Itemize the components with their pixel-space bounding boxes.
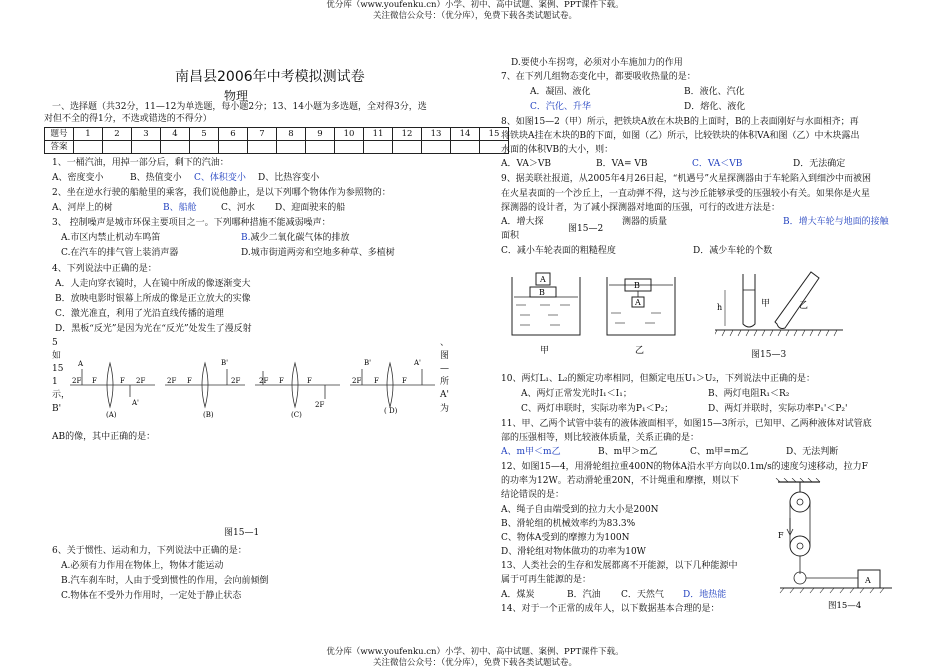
lens-b-label-f: F (187, 377, 192, 385)
q9-option-b-cont: 面积 (501, 231, 520, 241)
q4-option-a: A．人走向穿衣镜时，人在镜中所成的像逐渐变大 (55, 279, 251, 289)
table-cell: 11 (364, 128, 393, 141)
table-cell: 9 (306, 128, 335, 141)
table-cell: 1 (74, 128, 103, 141)
lens-d-label-f2: F (402, 377, 407, 385)
q1-stem: 1、一桶汽油，用掉一部分后，剩下的汽油： (52, 158, 229, 168)
table-cell: 3 (132, 128, 161, 141)
table-label-answer: 答案 (45, 141, 74, 154)
q3-option-d: D.城市街道两旁和空地多种草、多植树 (241, 248, 395, 258)
table-cell: 13 (422, 128, 451, 141)
q8-option-a: A．VA＞VB (501, 159, 552, 169)
table-cell: 2 (103, 128, 132, 141)
q6-stem: 6、关于惯性、运动和力，下列说法中正确的是： (52, 546, 247, 556)
beaker-yi-label-b: B (634, 281, 640, 290)
figure-15-3-yi: 乙 (799, 301, 809, 311)
q12-option-c: C、物体A受到的摩擦力为100N (501, 533, 630, 543)
lens-a-label-f: F (92, 377, 97, 385)
q6-option-b: B.汽车刹车时，人由于受到惯性的作用，会向前倾倒 (61, 576, 269, 586)
q9-line3: 探测器的设计者，为了减小探测器对地面的压强，可行的改进方法是： (501, 203, 781, 213)
subject-title: 物理 (224, 89, 249, 103)
q2-option-c: C、河水 (221, 203, 255, 213)
q7-option-b: B．液化、汽化 (684, 87, 745, 97)
q10-option-c: C、两灯串联时，实际功率为P₁＜P₂； (521, 404, 674, 414)
answer-cell[interactable] (74, 141, 103, 154)
beaker-yi (607, 277, 675, 356)
beaker-yi-caption: 乙 (635, 346, 645, 356)
table-cell: 5 (190, 128, 219, 141)
lens-a-label-ap: A' (132, 399, 139, 407)
q5-1: 1 (52, 377, 58, 387)
q11-option-d: D、无法判断 (786, 447, 839, 457)
q13-option-a: A．煤炭 (501, 590, 535, 600)
answer-cell[interactable] (132, 141, 161, 154)
lens-b-label-bp: B' (221, 359, 229, 367)
footer-line1: 优分库（www.youfenku.cn）小学、初中、高中试题、案例、PPT课件下载。 (326, 647, 624, 657)
q1-option-d: D、比热容变小 (258, 173, 320, 183)
beaker-yi-label-a: A (635, 298, 641, 307)
q9-option-b: B．增大车轮与地面的接触 (783, 217, 889, 227)
q5-bp: B' (52, 404, 62, 414)
q4-option-d: D．黑板“反光”是因为光在“反光”处发生了漫反射 (55, 324, 252, 334)
q1-option-b: B、热值变小 (130, 173, 182, 183)
lens-d-label-f: F (374, 377, 379, 385)
q2-option-b: B、船舱 (163, 203, 197, 213)
q12-line3: 结论错误的是： (501, 490, 565, 500)
lens-a-caption: (A) (106, 411, 117, 419)
lens-d-label-2f: 2F (352, 377, 362, 385)
answer-cell[interactable] (161, 141, 190, 154)
q3-stem: 3、 控制噪声是城市环保主要项目之一。下列哪种措施不能减弱噪声： (52, 218, 331, 228)
lens-b-label-2f: 2F (167, 377, 177, 385)
answer-table-answer-row (45, 141, 509, 154)
q7-option-d: D．熔化、液化 (684, 102, 746, 112)
q9-line2: 在火星表面的一个沙丘上，一直动弹不得，这与沙丘能够承受的压强较小有关。如果你是火星 (501, 189, 871, 199)
beaker-jia-label-a: A (540, 275, 546, 284)
answer-cell[interactable] (219, 141, 248, 154)
q12-option-a: A、绳子自由端受到的拉力大小是200N (501, 505, 659, 515)
footer-line2: 关注微信公众号：（优分库），免费下载各类试题试卷。 (372, 657, 577, 668)
table-label-number: 题号 (45, 128, 74, 141)
q9-option-a-cont: 测器的质量 (622, 217, 668, 227)
q2-option-a: A、河岸上的树 (52, 203, 113, 213)
lens-a-label-2f2: 2F (136, 377, 146, 385)
q13-line1: 13、人类社会的生存和发展都离不开能源，以下几种能源中 (501, 561, 738, 571)
table-cell: 14 (451, 128, 480, 141)
beaker-jia-label-b: B (539, 288, 545, 297)
q5-suo: 所 (440, 377, 450, 387)
q5-ap: A' (440, 390, 449, 400)
figure-15-1-caption: 图15—1 (224, 528, 260, 538)
table-cell: 12 (393, 128, 422, 141)
q7-option-a: A．凝固、液化 (530, 87, 591, 97)
q2-option-d: D、迎面驶来的船 (275, 203, 346, 213)
q10-option-a: A、两灯正常发光时I₁＜I₁； (521, 389, 632, 399)
lens-diagrams (70, 355, 435, 420)
q12-line2: 的功率为12W。若动滑轮重20N，不计绳重和摩擦，则以下 (501, 476, 740, 486)
q11-option-a: A、m甲＜m乙 (501, 447, 561, 457)
q5-15: 15 (52, 364, 64, 374)
q5-tu: 图 (440, 351, 450, 361)
header-line2: 关注微信公众号：（优分库），免费下载各类试题试卷。 (372, 10, 577, 21)
q8-option-d: D．无法确定 (793, 159, 846, 169)
q5-dun: 、 (440, 338, 450, 348)
figure-15-2-caption: 图15—2 (568, 224, 604, 234)
q10-option-b: B、两灯电阻R₁＜R₂ (708, 389, 790, 399)
q9-option-c: C．减小车轮表面的粗糙程度 (501, 246, 616, 256)
q5-stem-end: AB的像，其中正确的是： (52, 432, 156, 442)
lens-b-label-2f2: 2F (231, 377, 241, 385)
q8-line2: 将铁块A挂在木块的B的下面，如图（乙）所示，比较铁块的体积VA和图（乙）中木块露出 (501, 131, 860, 141)
lens-diagram-c (255, 363, 340, 419)
lens-a-label-a: A (78, 360, 84, 368)
lens-d-label-bp: B' (364, 359, 372, 367)
q13-option-d: D．地热能 (683, 590, 727, 600)
q13-option-c: C．天然气 (621, 590, 664, 600)
q9-option-d: D．减少车轮的个数 (693, 246, 773, 256)
lens-a-label-2f: 2F (72, 377, 82, 385)
answer-cell[interactable] (103, 141, 132, 154)
q8-option-b: B．VA= VB (596, 159, 648, 169)
q13-line2: 属于可再生能源的是： (501, 575, 592, 585)
answer-cell[interactable] (393, 141, 422, 154)
q3-option-b: B.减少二氧化碳气体的排放 (241, 233, 350, 243)
lens-a-label-f2: F (120, 377, 125, 385)
figure-15-3-jia: 甲 (761, 299, 771, 309)
lens-c-label-f2: F (307, 377, 312, 385)
beaker-jia-caption: 甲 (540, 346, 550, 356)
lens-diagram-b (165, 359, 245, 419)
q11-option-b: B、m甲＞m乙 (598, 447, 658, 457)
q14-stem: 14、对于一个正常的成年人，以下数据基本合理的是： (501, 604, 720, 614)
q5-num: 5 (52, 338, 58, 348)
figure-15-3-caption: 图15—3 (751, 350, 787, 360)
answer-cell[interactable] (277, 141, 306, 154)
q2-stem: 2、坐在逆水行驶的船舱里的乘客，我们说他静止，是以下列哪个物体作为参照物的： (52, 188, 391, 198)
q9-line1: 9、据美联社报道，从2005年4月26日起，“机遇号”火星探测器由于车轮陷入到细沙中而被困 (501, 174, 872, 184)
figure-15-4-caption: 图15—4 (828, 601, 862, 610)
q4-stem: 4、下列说法中正确的是： (52, 264, 157, 274)
answer-cell[interactable] (190, 141, 219, 154)
q5-shi: 示， (52, 390, 71, 400)
q7-option-c: C．汽化、升华 (530, 102, 591, 112)
answer-cell[interactable] (248, 141, 277, 154)
lens-d-caption: ( D) (384, 407, 398, 415)
lens-b-caption: (B) (203, 411, 214, 419)
q5-wei: 为 (440, 404, 450, 414)
answer-cell[interactable] (364, 141, 393, 154)
table-cell: 7 (248, 128, 277, 141)
figure-15-3-h: h (717, 303, 723, 312)
q6-option-d: D.要使小车拐弯，必须对小车施加力的作用 (511, 58, 683, 68)
table-cell: 15 (480, 128, 509, 141)
q4-option-c: C．激光准直，利用了光沿直线传播的道理 (55, 309, 224, 319)
table-cell: 10 (335, 128, 364, 141)
table-cell: 8 (277, 128, 306, 141)
lens-c-caption: (C) (291, 411, 302, 419)
answer-cell[interactable] (422, 141, 451, 154)
q7-stem: 7、在下列几组物态变化中，都要吸收热量的是： (501, 72, 696, 82)
section-intro-2: 对但不全的得1分，不选或错选的不得分） (44, 114, 212, 124)
lens-c-label-2f: 2F (259, 377, 269, 385)
q10-stem: 10、两灯L₁、L₂的额定功率相同，但额定电压U₁＞U₂，下列说法中正确的是： (501, 374, 816, 384)
q5-ru: 如 (52, 351, 62, 361)
q12-option-b: B、滑轮组的机械效率约为83.3% (501, 519, 636, 529)
q6-option-a: A.必须有力作用在物体上，物体才能运动 (61, 561, 224, 571)
lens-d-label-ap: A' (414, 359, 421, 367)
q11-option-c: C、m甲=m乙 (690, 447, 749, 457)
figure-15-4-label-a: A (865, 576, 871, 585)
q1-option-a: A、密度变小 (52, 173, 104, 183)
figure-15-3 (715, 268, 850, 343)
q11-line1: 11、甲、乙两个试管中装有的液体液面相平，如图15—3所示，已知甲、乙两种液体对试管底 (501, 419, 872, 429)
lens-c-label-f: F (279, 377, 284, 385)
q8-line1: 8、如图15—2（甲）所示，把铁块A放在木块B的上面时，B的上表面刚好与水面相齐；再 (501, 117, 859, 127)
q3-option-a: A.市区内禁止机动车鸣笛 (61, 233, 161, 243)
lens-diagram-a (70, 360, 155, 419)
table-cell: 6 (219, 128, 248, 141)
q12-line1: 12、如图15—4，用滑轮组拉重400N的物体A沿水平方向以0.1m/s的速度匀速移动，拉力F (501, 462, 868, 472)
answer-cell[interactable] (451, 141, 480, 154)
q4-option-b: B．放映电影时银幕上所成的像是正立放大的实像 (55, 294, 251, 304)
q1-option-c: C、体积变小 (194, 173, 246, 183)
answer-cell[interactable] (306, 141, 335, 154)
q13-option-b: B．汽油 (567, 590, 601, 600)
lens-c-label-2f2: 2F (315, 401, 325, 409)
q12-option-d: D、滑轮组对物体做功的功率为10W (501, 547, 646, 557)
answer-table (44, 127, 509, 154)
figure-15-4-label-f: F (778, 531, 784, 540)
q11-line2: 部的压强相等，则比较液体质量，关系正确的是： (501, 433, 700, 443)
q6-option-c: C.物体在不受外力作用时，一定处于静止状态 (61, 591, 242, 601)
header-line1: 优分库（www.youfenku.cn）小学、初中、高中试题、案例、PPT课件下载。 (326, 0, 624, 10)
section-intro-1: 一、选择题（共32分，11—12为单选题，每小题2分；13、14小题为多选题，全对得3分，选 (52, 102, 427, 112)
answer-cell[interactable] (335, 141, 364, 154)
lens-diagram-d (350, 359, 435, 415)
page-header (0, 0, 950, 21)
q3-option-c: C.在汽车的排气管上装消声器 (61, 248, 179, 258)
page-footer (0, 647, 950, 668)
q8-option-c: C．VA＜VB (692, 159, 743, 169)
q5-dash: — (440, 364, 449, 374)
exam-title: 南昌县2006年中考模拟测试卷 (175, 69, 365, 85)
figure-15-2 (500, 265, 685, 360)
answer-table-number-row (45, 128, 509, 141)
q8-line3: 水面的体积VB的大小，则： (501, 145, 614, 155)
table-cell: 4 (161, 128, 190, 141)
figure-15-4 (770, 478, 900, 610)
q10-option-d: D、两灯并联时，实际功率P₁'＜P₂' (708, 404, 848, 414)
beaker-jia (512, 273, 580, 356)
q9-option-a: A．增大探 (501, 217, 544, 227)
